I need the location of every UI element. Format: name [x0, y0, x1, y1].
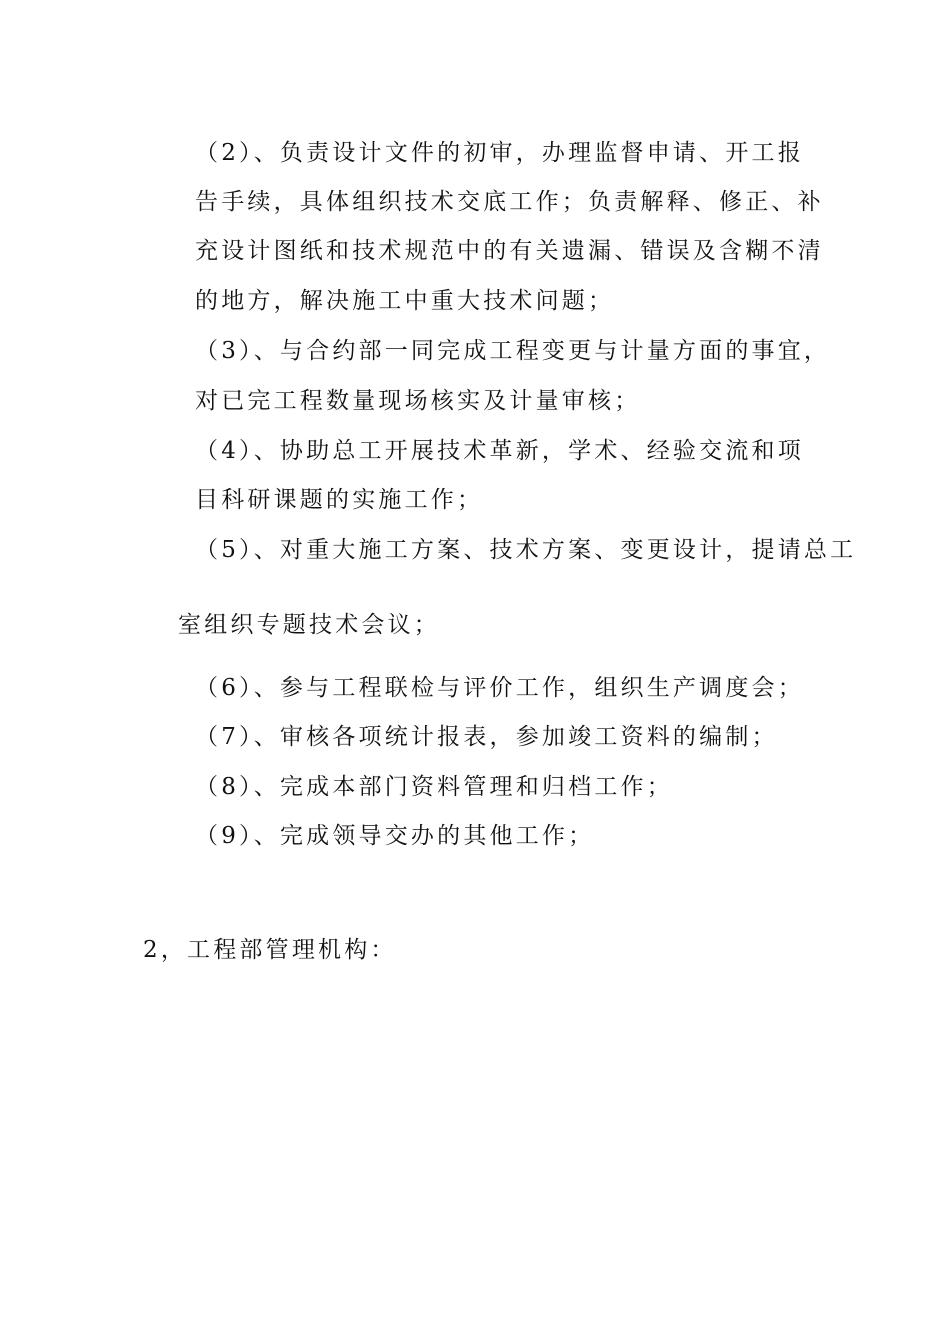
duty-item-4-line-1: （4）、协助总工开展技术革新，学术、经验交流和项	[195, 438, 804, 464]
duty-item-6: （6）、参与工程联检与评价工作，组织生产调度会；	[195, 675, 804, 701]
duty-item-8: （8）、完成本部门资料管理和归档工作；	[195, 774, 673, 800]
duty-item-2-line-4: 的地方，解决施工中重大技术问题；	[195, 288, 615, 314]
duty-item-3-line-1: （3）、与合约部一同完成工程变更与计量方面的事宜，	[195, 338, 831, 364]
duty-item-3-line-2: 对已完工程数量现场核实及计量审核；	[195, 388, 641, 414]
section-2-heading: 2，工程部管理机构：	[143, 937, 397, 963]
duty-item-7: （7）、审核各项统计报表，参加竣工资料的编制；	[195, 724, 778, 750]
duty-item-4-line-2: 目科研课题的实施工作；	[195, 487, 484, 513]
duty-item-2-line-2: 告手续，具体组织技术交底工作；负责解释、修正、补	[195, 189, 824, 215]
duty-item-2-line-1: （2）、负责设计文件的初审，办理监督申请、开工报	[195, 140, 804, 166]
duty-item-2-line-3: 充设计图纸和技术规范中的有关遗漏、错误及含糊不清	[195, 238, 824, 264]
duty-item-5-line-1: （5）、对重大施工方案、技术方案、变更设计，提请总工	[195, 537, 857, 563]
duty-item-5-line-2: 室组织专题技术会议；	[178, 612, 440, 638]
duty-item-9: （9）、完成领导交办的其他工作；	[195, 823, 595, 849]
